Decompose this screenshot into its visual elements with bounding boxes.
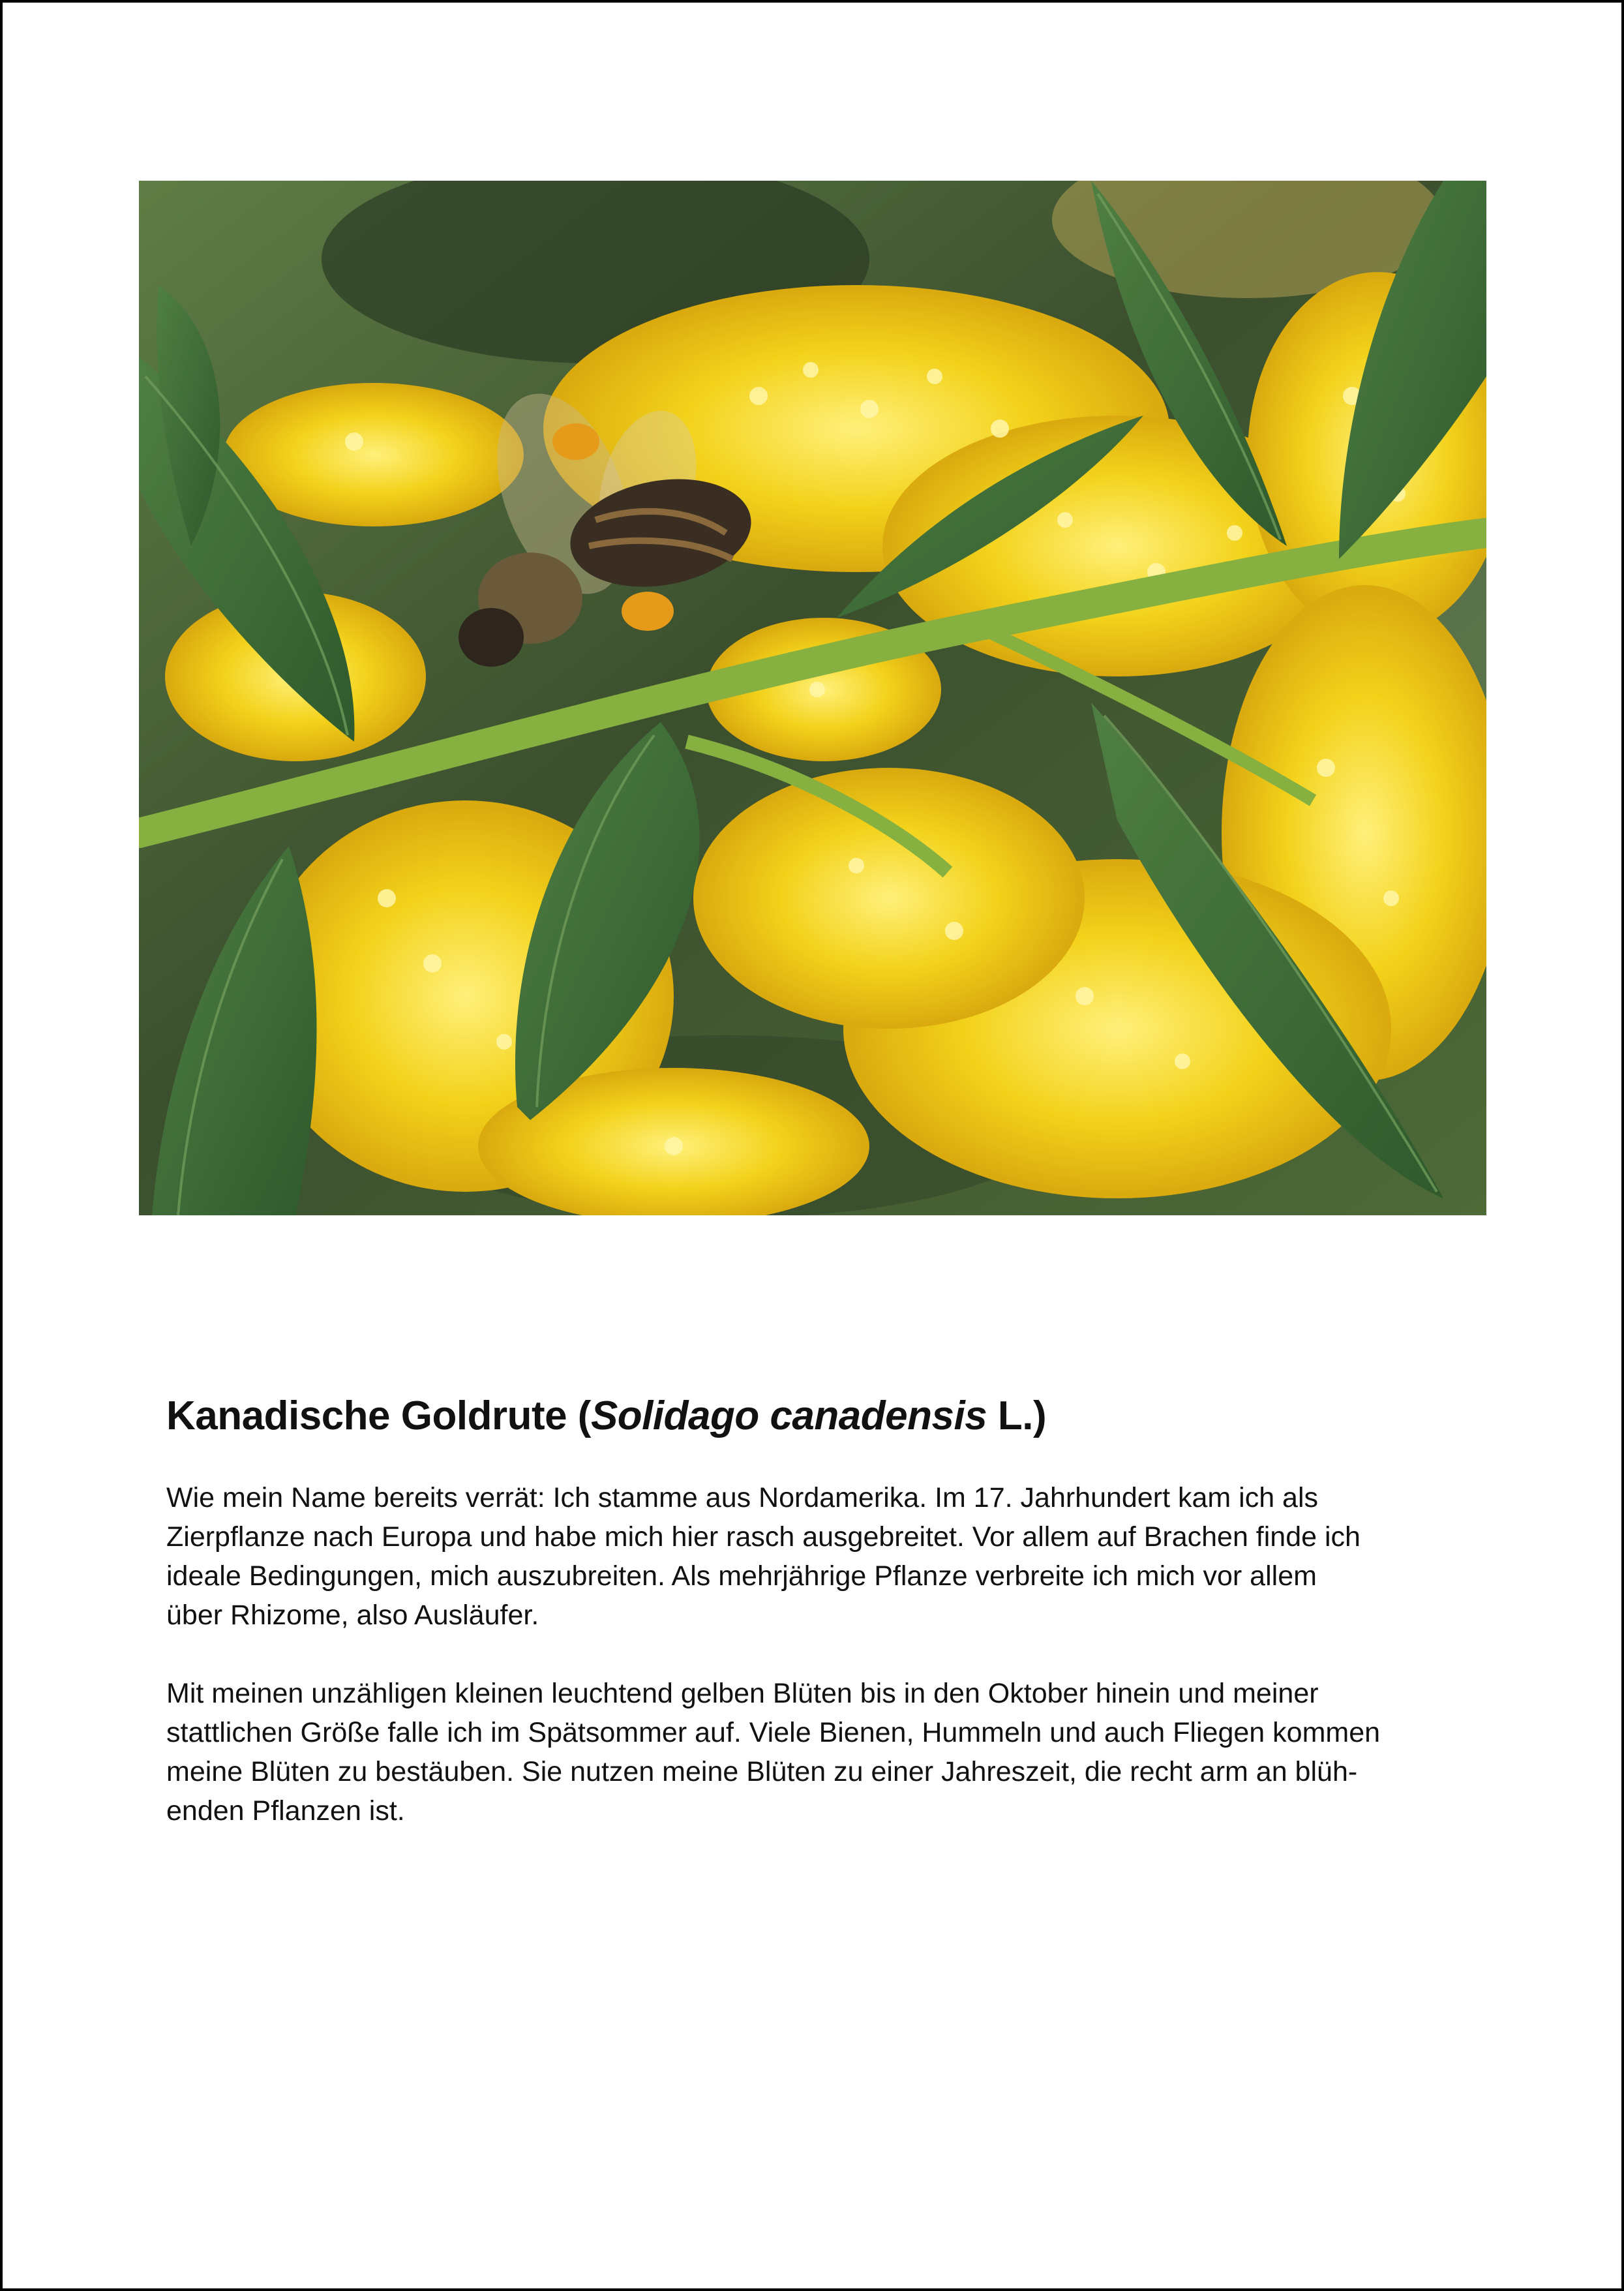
paragraph-line: Zierpflanze nach Europa und habe mich hier rasch ausgebreitet. Vor allem auf Brachen finde ich — [166, 1521, 1361, 1553]
paragraph-line: meine Blüten zu bestäuben. Sie nutzen meine Blüten zu einer Jahreszeit, die recht arm an blüh- — [166, 1755, 1358, 1787]
paragraph-line: stattlichen Größe falle ich im Spätsommer auf. Viele Bienen, Hummeln und auch Fliegen kommen — [166, 1716, 1381, 1748]
paragraph-line: Mit meinen unzähligen kleinen leuchtend gelben Blüten bis in den Oktober hinein und meiner — [166, 1677, 1319, 1709]
paragraph-flowering — [166, 1674, 1477, 1830]
article — [166, 1391, 1477, 1830]
goldenrod-bee-illustration — [139, 181, 1486, 1215]
paragraph-origin — [166, 1478, 1477, 1635]
paragraph-line: enden Pflanzen ist. — [166, 1795, 405, 1827]
species-heading — [166, 1391, 1477, 1442]
goldenrod-photo — [139, 181, 1486, 1215]
heading-suffix: L.) — [987, 1393, 1047, 1438]
species-latin-name: Solidago canadensis — [590, 1393, 987, 1438]
paragraph-line: über Rhizome, also Ausläufer. — [166, 1599, 539, 1631]
heading-prefix: Kanadische Goldrute ( — [166, 1393, 591, 1438]
paragraph-line: ideale Bedingungen, mich auszubreiten. Als mehrjährige Pflanze verbreite ich mich vor allem — [166, 1560, 1317, 1592]
paragraph-line: Wie mein Name bereits verrät: Ich stamme aus Nordamerika. Im 17. Jahrhundert kam ich als — [166, 1481, 1319, 1513]
